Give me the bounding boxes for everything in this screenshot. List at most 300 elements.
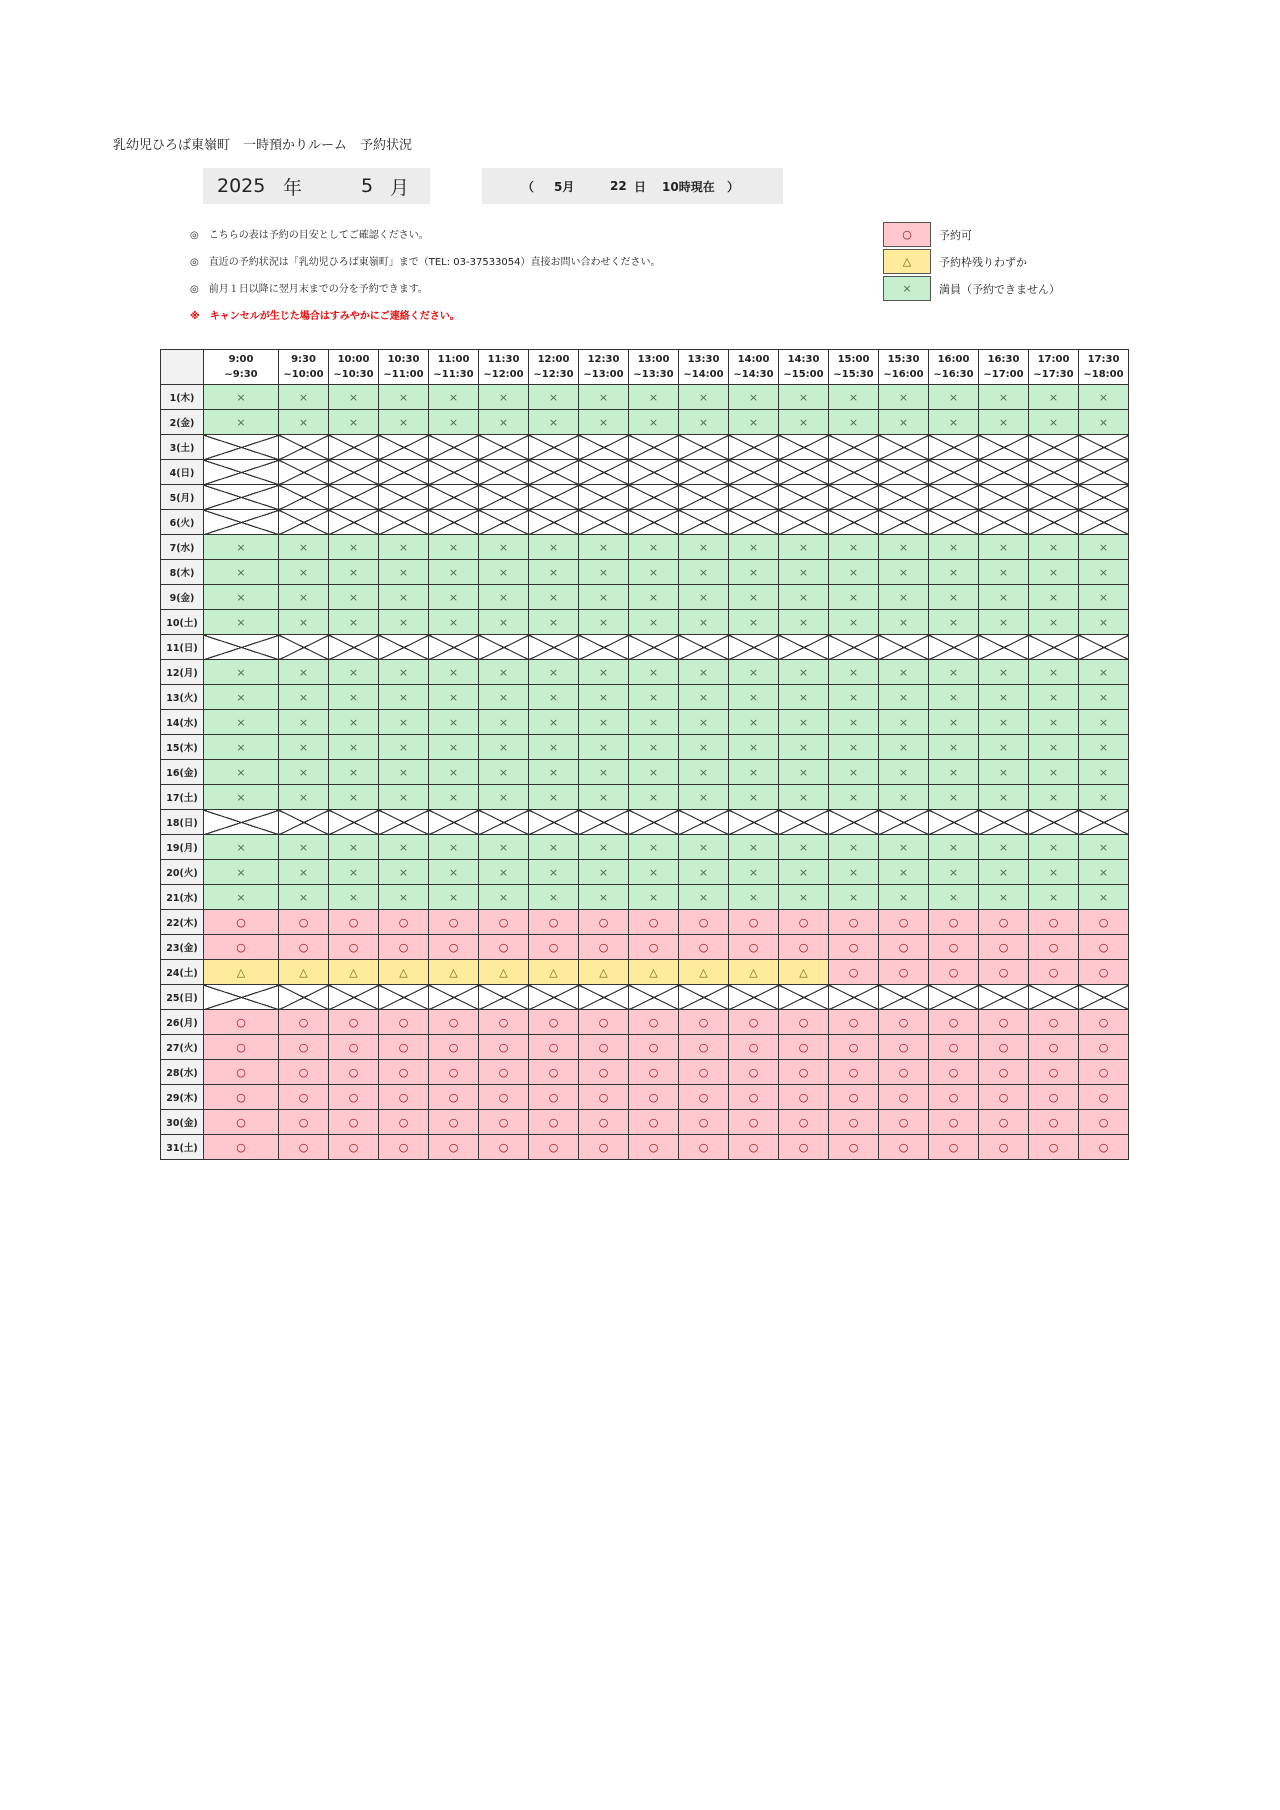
- slot-cell: ×: [479, 710, 529, 735]
- slot-cell: ×: [829, 610, 879, 635]
- slot-cell: ×: [1029, 660, 1079, 685]
- slot-cell: ×: [679, 835, 729, 860]
- day-label: 24(土): [161, 960, 204, 985]
- slot-header: [204, 350, 279, 385]
- slot-cell: ×: [929, 660, 979, 685]
- closed-cell: [1029, 510, 1079, 535]
- slot-cell: ×: [629, 860, 679, 885]
- slot-cell: ×: [829, 685, 879, 710]
- closed-cell: [779, 985, 829, 1010]
- closed-cell: [429, 510, 479, 535]
- slot-cell: ×: [529, 685, 579, 710]
- table-row: [161, 710, 1129, 735]
- closed-cell: [529, 985, 579, 1010]
- slot-end: ~15:00: [783, 369, 824, 380]
- table-row: [161, 885, 1129, 910]
- slot-cell: ×: [479, 685, 529, 710]
- slot-cell: ○: [204, 1135, 279, 1160]
- closed-cell: [629, 635, 679, 660]
- slot-cell: ×: [779, 535, 829, 560]
- closed-cell: [979, 460, 1029, 485]
- slot-cell: ○: [279, 1060, 329, 1085]
- slot-cell: ○: [329, 935, 379, 960]
- slot-cell: ○: [279, 1010, 329, 1035]
- slot-cell: ×: [579, 610, 629, 635]
- slot-cell: ○: [1079, 1010, 1129, 1035]
- slot-cell: ×: [579, 760, 629, 785]
- slot-cell: ×: [579, 660, 629, 685]
- slot-cell: ×: [279, 560, 329, 585]
- slot-cell: ○: [929, 1035, 979, 1060]
- closed-cell: [204, 635, 279, 660]
- slot-cell: ○: [379, 1085, 429, 1110]
- slot-header: [279, 350, 329, 385]
- slot-header: [929, 350, 979, 385]
- slot-cell: ×: [204, 610, 279, 635]
- slot-cell: ×: [629, 585, 679, 610]
- slot-cell: ○: [679, 935, 729, 960]
- slot-cell: ○: [379, 1035, 429, 1060]
- slot-cell: ×: [629, 760, 679, 785]
- legend-full-label: 満員（予約できません）: [939, 282, 1060, 296]
- slot-cell: ○: [1029, 935, 1079, 960]
- slot-cell: ○: [929, 1010, 979, 1035]
- slot-cell: ○: [929, 1135, 979, 1160]
- slot-cell: ○: [729, 1010, 779, 1035]
- closed-cell: [929, 435, 979, 460]
- closed-cell: [529, 510, 579, 535]
- slot-cell: ×: [729, 385, 779, 410]
- closed-cell: [479, 460, 529, 485]
- closed-cell: [729, 460, 779, 485]
- slot-cell: ○: [529, 1085, 579, 1110]
- slot-cell: ×: [329, 760, 379, 785]
- slot-cell: ○: [1029, 1135, 1079, 1160]
- closed-cell: [379, 435, 429, 460]
- slot-cell: ×: [679, 760, 729, 785]
- slot-cell: ×: [879, 410, 929, 435]
- slot-cell: ×: [529, 885, 579, 910]
- slot-start: 12:30: [587, 354, 620, 365]
- slot-header: [529, 350, 579, 385]
- closed-cell: [929, 460, 979, 485]
- slot-start: 16:00: [937, 354, 970, 365]
- slot-header: [679, 350, 729, 385]
- slot-cell: ○: [279, 910, 329, 935]
- closed-cell: [679, 460, 729, 485]
- slot-cell: △: [429, 960, 479, 985]
- slot-cell: ×: [379, 885, 429, 910]
- slot-cell: ×: [629, 410, 679, 435]
- closed-cell: [679, 435, 729, 460]
- slot-cell: ×: [979, 760, 1029, 785]
- slot-cell: ×: [779, 710, 829, 735]
- slot-cell: ○: [1029, 910, 1079, 935]
- slot-cell: ○: [1079, 1135, 1129, 1160]
- slot-end: ~10:30: [333, 369, 374, 380]
- table-row: [161, 560, 1129, 585]
- closed-cell: [579, 810, 629, 835]
- slot-cell: ○: [829, 1010, 879, 1035]
- slot-cell: ○: [979, 910, 1029, 935]
- slot-cell: ×: [529, 410, 579, 435]
- year-unit: 年: [283, 176, 303, 199]
- slot-cell: ×: [329, 885, 379, 910]
- slot-cell: ○: [429, 1135, 479, 1160]
- day-label: 28(水): [161, 1060, 204, 1085]
- slot-cell: ×: [329, 535, 379, 560]
- slot-cell: ×: [204, 685, 279, 710]
- slot-cell: ○: [329, 1010, 379, 1035]
- slot-header: [979, 350, 1029, 385]
- closed-cell: [1079, 810, 1129, 835]
- slot-cell: ×: [829, 860, 879, 885]
- closed-cell: [204, 460, 279, 485]
- slot-cell: ○: [979, 960, 1029, 985]
- slot-cell: ×: [379, 535, 429, 560]
- slot-cell: ×: [429, 860, 479, 885]
- slot-cell: △: [679, 960, 729, 985]
- closed-cell: [879, 810, 929, 835]
- slot-cell: ○: [429, 910, 479, 935]
- slot-cell: ×: [204, 585, 279, 610]
- closed-cell: [979, 810, 1029, 835]
- slot-cell: △: [379, 960, 429, 985]
- slot-cell: ×: [779, 760, 829, 785]
- slot-end: ~17:30: [1033, 369, 1074, 380]
- slot-cell: ×: [1079, 535, 1129, 560]
- slot-cell: ○: [279, 1135, 329, 1160]
- closed-cell: [979, 510, 1029, 535]
- slot-cell: ×: [729, 610, 779, 635]
- slot-cell: ×: [629, 785, 679, 810]
- legend-available-swatch: ○: [883, 222, 931, 247]
- slot-cell: ×: [1029, 535, 1079, 560]
- slot-end: ~9:30: [224, 369, 258, 380]
- slot-cell: ○: [329, 1135, 379, 1160]
- slot-cell: ×: [679, 535, 729, 560]
- closed-cell: [329, 985, 379, 1010]
- slot-cell: ×: [979, 410, 1029, 435]
- slot-cell: ×: [929, 760, 979, 785]
- closed-cell: [329, 485, 379, 510]
- slot-cell: ×: [279, 685, 329, 710]
- closed-cell: [579, 485, 629, 510]
- slot-cell: ○: [204, 935, 279, 960]
- slot-cell: ×: [879, 735, 929, 760]
- slot-cell: ×: [979, 785, 1029, 810]
- slot-header: [329, 350, 379, 385]
- table-header-row: [161, 350, 1129, 385]
- slot-cell: ×: [1029, 610, 1079, 635]
- slot-cell: ×: [679, 710, 729, 735]
- slot-cell: ○: [479, 935, 529, 960]
- slot-cell: ×: [379, 860, 429, 885]
- legend-full: [883, 275, 1060, 302]
- day-label: 23(金): [161, 935, 204, 960]
- slot-cell: ○: [1029, 1110, 1079, 1135]
- slot-cell: ×: [429, 835, 479, 860]
- slot-cell: ×: [279, 785, 329, 810]
- slot-cell: ○: [779, 910, 829, 935]
- slot-cell: ○: [1029, 1060, 1079, 1085]
- slot-cell: ○: [1079, 1035, 1129, 1060]
- as-of-day: 22: [610, 179, 627, 193]
- table-row: [161, 660, 1129, 685]
- closed-cell: [729, 485, 779, 510]
- slot-end: ~12:00: [483, 369, 524, 380]
- closed-cell: [879, 510, 929, 535]
- closed-cell: [929, 510, 979, 535]
- slot-cell: ×: [729, 860, 779, 885]
- legend-available-label: 予約可: [939, 228, 972, 242]
- table-row: [161, 735, 1129, 760]
- slot-header: [379, 350, 429, 385]
- table-row: [161, 460, 1129, 485]
- slot-cell: ○: [979, 1060, 1029, 1085]
- slot-cell: ○: [879, 910, 929, 935]
- slot-cell: ○: [479, 1060, 529, 1085]
- slot-cell: ×: [629, 660, 679, 685]
- closed-cell: [829, 460, 879, 485]
- day-label: 26(月): [161, 1010, 204, 1035]
- slot-cell: ○: [679, 910, 729, 935]
- slot-cell: ×: [204, 860, 279, 885]
- slot-cell: ○: [1079, 935, 1129, 960]
- closed-cell: [579, 985, 629, 1010]
- closed-cell: [679, 510, 729, 535]
- slot-cell: ×: [629, 885, 679, 910]
- closed-cell: [629, 485, 679, 510]
- slot-cell: ○: [879, 1035, 929, 1060]
- slot-cell: ×: [779, 735, 829, 760]
- slot-cell: ×: [1079, 685, 1129, 710]
- closed-cell: [204, 985, 279, 1010]
- slot-cell: ×: [679, 560, 729, 585]
- slot-cell: △: [729, 960, 779, 985]
- slot-cell: ×: [329, 385, 379, 410]
- slot-cell: ○: [829, 1085, 879, 1110]
- day-label: 14(水): [161, 710, 204, 735]
- closed-cell: [429, 635, 479, 660]
- legend-available: [883, 221, 1060, 248]
- day-label: 1(木): [161, 385, 204, 410]
- slot-cell: ○: [629, 1135, 679, 1160]
- slot-cell: ○: [779, 1035, 829, 1060]
- closed-cell: [1029, 435, 1079, 460]
- closed-cell: [279, 485, 329, 510]
- slot-cell: ×: [629, 685, 679, 710]
- slot-header: [579, 350, 629, 385]
- slot-cell: ○: [879, 935, 929, 960]
- slot-cell: ○: [1029, 1085, 1079, 1110]
- slot-cell: △: [329, 960, 379, 985]
- slot-cell: ×: [429, 610, 479, 635]
- table-row: [161, 1135, 1129, 1160]
- slot-cell: ○: [204, 1085, 279, 1110]
- closed-cell: [1029, 460, 1079, 485]
- slot-cell: ×: [479, 585, 529, 610]
- day-label: 3(土): [161, 435, 204, 460]
- slot-cell: ×: [929, 835, 979, 860]
- closed-cell: [279, 985, 329, 1010]
- slot-cell: ×: [1079, 785, 1129, 810]
- closed-cell: [979, 985, 1029, 1010]
- closed-cell: [579, 635, 629, 660]
- slot-cell: ×: [279, 885, 329, 910]
- slot-cell: ×: [829, 560, 879, 585]
- slot-start: 14:30: [787, 354, 820, 365]
- slot-cell: ○: [679, 1035, 729, 1060]
- closed-cell: [1029, 635, 1079, 660]
- closed-cell: [429, 435, 479, 460]
- closed-cell: [279, 460, 329, 485]
- closed-cell: [779, 435, 829, 460]
- notes: [190, 226, 661, 334]
- slot-cell: ○: [729, 1035, 779, 1060]
- slot-cell: ○: [579, 1135, 629, 1160]
- slot-cell: ○: [529, 935, 579, 960]
- table-row: [161, 1060, 1129, 1085]
- slot-cell: ○: [779, 1135, 829, 1160]
- closed-cell: [429, 810, 479, 835]
- closed-cell: [879, 485, 929, 510]
- table-row: [161, 860, 1129, 885]
- slot-cell: ○: [629, 910, 679, 935]
- slot-cell: ○: [979, 1035, 1029, 1060]
- closed-cell: [529, 485, 579, 510]
- closed-cell: [929, 485, 979, 510]
- slot-cell: ○: [979, 1085, 1029, 1110]
- slot-cell: ○: [729, 910, 779, 935]
- slot-cell: ×: [1079, 760, 1129, 785]
- closed-cell: [529, 635, 579, 660]
- slot-cell: ×: [629, 560, 679, 585]
- slot-start: 11:30: [487, 354, 520, 365]
- slot-cell: ×: [204, 760, 279, 785]
- slot-cell: ×: [529, 760, 579, 785]
- slot-cell: ○: [729, 1085, 779, 1110]
- legend: [883, 221, 1060, 302]
- slot-cell: ○: [1029, 1010, 1079, 1035]
- slot-cell: ×: [729, 835, 779, 860]
- slot-cell: ○: [529, 1135, 579, 1160]
- slot-cell: ×: [379, 610, 429, 635]
- slot-cell: ×: [879, 835, 929, 860]
- slot-cell: ×: [429, 560, 479, 585]
- day-label: 25(日): [161, 985, 204, 1010]
- as-of-close-paren: ）: [727, 179, 740, 194]
- slot-cell: ×: [579, 710, 629, 735]
- slot-cell: ○: [579, 935, 629, 960]
- slot-cell: ×: [279, 535, 329, 560]
- slot-cell: ○: [629, 1010, 679, 1035]
- slot-cell: ○: [204, 1035, 279, 1060]
- slot-cell: ○: [879, 960, 929, 985]
- slot-cell: △: [629, 960, 679, 985]
- slot-start: 15:00: [837, 354, 870, 365]
- table-row: [161, 810, 1129, 835]
- slot-cell: ×: [1079, 710, 1129, 735]
- day-label: 7(水): [161, 535, 204, 560]
- slot-cell: ×: [329, 685, 379, 710]
- slot-cell: △: [479, 960, 529, 985]
- slot-cell: ×: [479, 560, 529, 585]
- slot-cell: ×: [1079, 610, 1129, 635]
- slot-cell: ×: [329, 610, 379, 635]
- slot-header: [479, 350, 529, 385]
- closed-cell: [204, 485, 279, 510]
- table-row: [161, 435, 1129, 460]
- slot-cell: ×: [929, 585, 979, 610]
- slot-cell: ×: [929, 560, 979, 585]
- day-label: 2(金): [161, 410, 204, 435]
- slot-cell: ○: [279, 1110, 329, 1135]
- slot-cell: ×: [1029, 885, 1079, 910]
- closed-cell: [629, 460, 679, 485]
- slot-cell: ×: [479, 385, 529, 410]
- slot-cell: ○: [929, 1110, 979, 1135]
- slot-end: ~13:00: [583, 369, 624, 380]
- slot-cell: ○: [879, 1060, 929, 1085]
- as-of-day-unit: 日: [634, 179, 647, 194]
- slot-cell: ×: [779, 835, 829, 860]
- slot-cell: ×: [929, 385, 979, 410]
- slot-cell: ×: [729, 710, 779, 735]
- slot-cell: ×: [929, 735, 979, 760]
- slot-cell: ○: [1079, 910, 1129, 935]
- table-row: [161, 1010, 1129, 1035]
- slot-cell: ○: [329, 1110, 379, 1135]
- slot-cell: ×: [579, 785, 629, 810]
- slot-cell: ×: [429, 685, 479, 710]
- slot-cell: ○: [629, 1035, 679, 1060]
- slot-header: [729, 350, 779, 385]
- closed-cell: [479, 435, 529, 460]
- slot-cell: ×: [1029, 685, 1079, 710]
- slot-cell: ×: [879, 610, 929, 635]
- slot-cell: ×: [529, 535, 579, 560]
- closed-cell: [979, 635, 1029, 660]
- slot-cell: ×: [1079, 385, 1129, 410]
- slot-start: 16:30: [987, 354, 1020, 365]
- slot-header: [829, 350, 879, 385]
- slot-header: [779, 350, 829, 385]
- legend-few-left-swatch: △: [883, 249, 931, 274]
- slot-cell: ×: [679, 585, 729, 610]
- slot-cell: ○: [629, 1110, 679, 1135]
- slot-cell: ×: [204, 710, 279, 735]
- slot-cell: ×: [879, 585, 929, 610]
- slot-cell: ×: [979, 610, 1029, 635]
- slot-cell: ○: [379, 1135, 429, 1160]
- closed-cell: [329, 460, 379, 485]
- slot-cell: ○: [829, 935, 879, 960]
- slot-cell: ×: [329, 410, 379, 435]
- day-label: 17(土): [161, 785, 204, 810]
- slot-cell: ×: [1029, 785, 1079, 810]
- slot-end: ~11:00: [383, 369, 424, 380]
- closed-cell: [729, 985, 779, 1010]
- slot-cell: ×: [379, 685, 429, 710]
- slot-cell: ○: [479, 1135, 529, 1160]
- closed-cell: [379, 510, 429, 535]
- slot-cell: ○: [479, 1110, 529, 1135]
- slot-cell: ×: [1029, 560, 1079, 585]
- closed-cell: [629, 510, 679, 535]
- slot-cell: ○: [379, 935, 429, 960]
- slot-cell: ×: [279, 710, 329, 735]
